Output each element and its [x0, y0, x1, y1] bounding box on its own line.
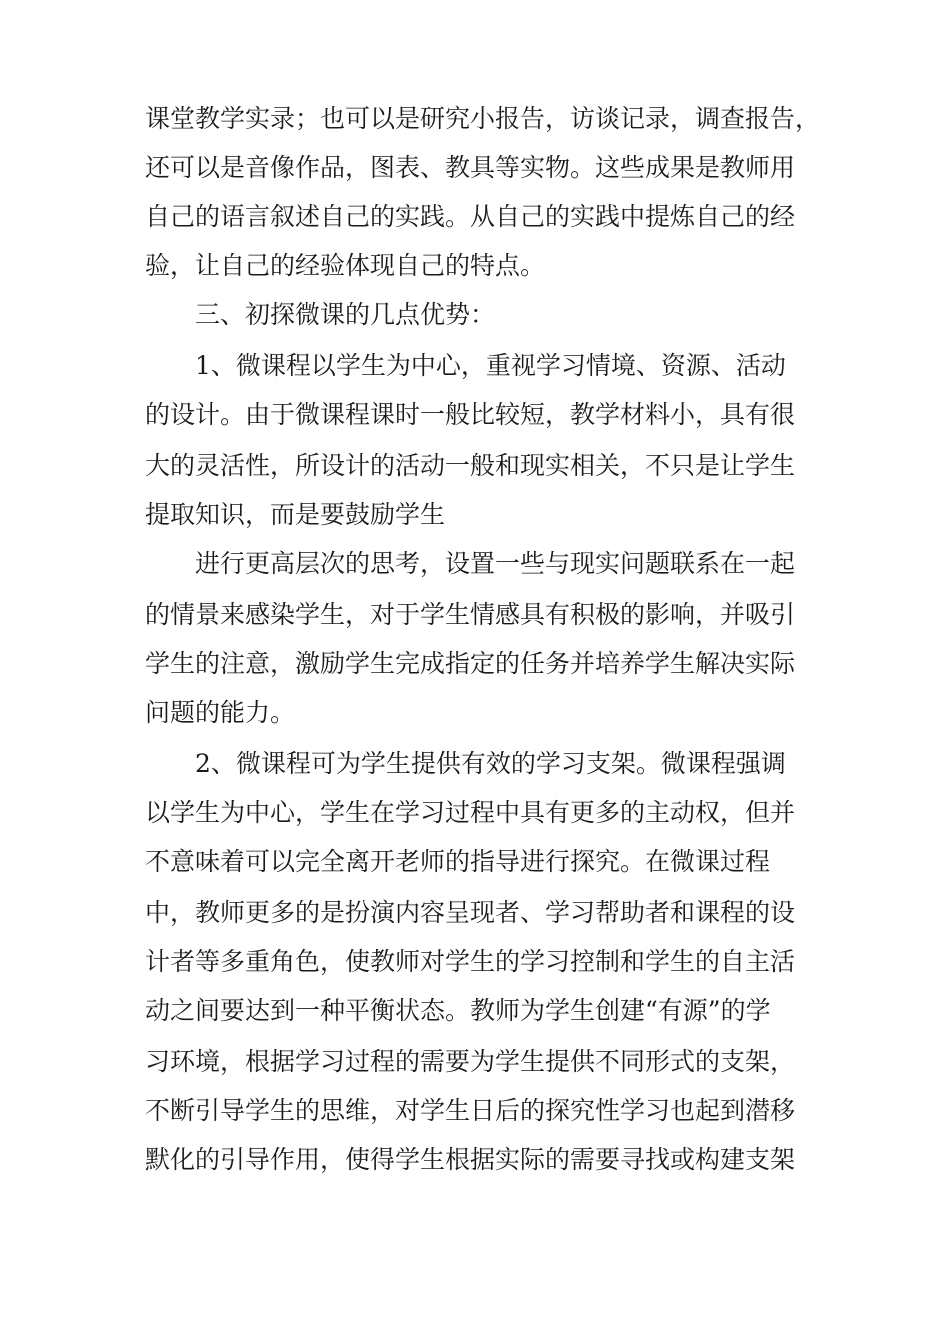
- text-line: 以学生为中心，学生在学习过程中具有更多的主动权，但并: [145, 798, 796, 827]
- text-line: 2、微课程可为学生提供有效的学习支架。微课程强调: [195, 749, 786, 778]
- text-line: 不意味着可以完全离开老师的指导进行探究。在微课过程: [145, 847, 771, 876]
- text-line: 习环境，根据学习过程的需要为学生提供不同形式的支架，: [145, 1047, 796, 1076]
- text-line: 学生的注意，激励学生完成指定的任务并培养学生解决实际: [145, 649, 796, 678]
- text-line: 动之间要达到一种平衡状态。教师为学生创建“有源”的学: [145, 996, 771, 1025]
- section-heading: 三、初探微课的几点优势：: [195, 300, 496, 329]
- text-line: 提取知识，而是要鼓励学生: [145, 500, 446, 529]
- text-line: 的设计。由于微课程课时一般比较短，教学材料小，具有很: [145, 400, 796, 429]
- text-line: 大的灵活性，所设计的活动一般和现实相关，不只是让学生: [145, 451, 796, 480]
- text-line: 中，教师更多的是扮演内容呈现者、学习帮助者和课程的设: [145, 898, 796, 927]
- text-line: 1、微课程以学生为中心，重视学习情境、资源、活动: [195, 351, 786, 380]
- text-line: 进行更高层次的思考，设置一些与现实问题联系在一起: [195, 549, 796, 578]
- text-line: 问题的能力。: [145, 698, 296, 727]
- text-line: 验，让自己的经验体现自己的特点。: [145, 251, 546, 280]
- text-line: 默化的引导作用，使得学生根据实际的需要寻找或构建支架: [145, 1145, 796, 1174]
- text-line: 还可以是音像作品，图表、教具等实物。这些成果是教师用: [145, 153, 796, 182]
- text-line: 的情景来感染学生，对于学生情感具有积极的影响，并吸引: [145, 600, 796, 629]
- text-line: 课堂教学实录；也可以是研究小报告，访谈记录，调查报告，: [145, 104, 821, 133]
- text-line: 计者等多重角色，使教师对学生的学习控制和学生的自主活: [145, 947, 796, 976]
- text-line: 不断引导学生的思维，对学生日后的探究性学习也起到潜移: [145, 1096, 796, 1125]
- text-line: 自己的语言叙述自己的实践。从自己的实践中提炼自己的经: [145, 202, 796, 231]
